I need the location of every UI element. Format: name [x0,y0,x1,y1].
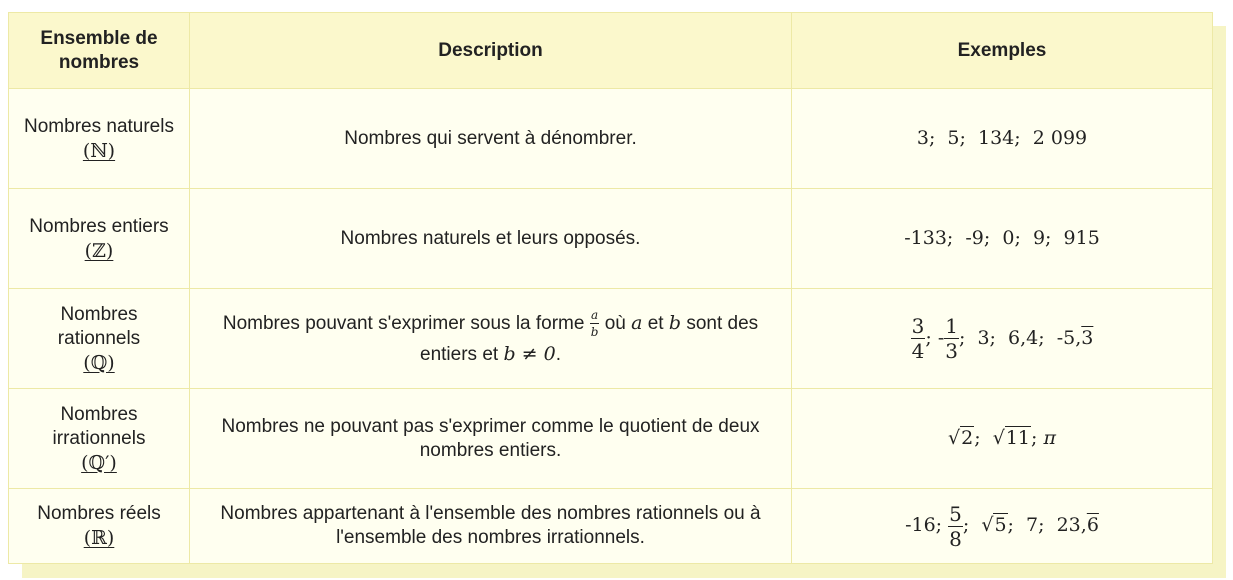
table-row [9,489,1213,564]
set-cell [9,489,190,564]
period: . [555,343,561,365]
examples-cell [792,189,1213,289]
description-text: Nombres pouvant s'exprimer sous la forme [222,312,585,334]
set-cell [9,389,190,489]
set-cell [9,289,190,389]
fraction-1-3: $\frac{1}{3}$ [945,314,958,363]
description-text: sont des entiers et [420,312,759,365]
header-description: Description [190,13,792,89]
description-text: où [604,312,626,334]
description-cell [190,189,792,289]
set-cell [9,89,190,189]
examples-cell [792,389,1213,489]
variable-b: b [668,311,682,334]
set-name: Nombres naturels [24,115,174,137]
set-symbol: (ℚ′) [81,451,117,474]
table-row [9,389,1213,489]
table-row [9,289,1213,389]
examples-math: -16; $\frac{5}{8}$ ; √5; 7; 23,6 [905,501,1099,551]
description-text: Nombres ne pouvant pas s'exprimer comme le quotient de deux nombres entiers. [221,415,760,461]
sqrt-icon: √ [981,514,994,536]
repeating-digit: 3 [1081,326,1094,349]
description-text: Nombres qui servent à dénombrer. [344,127,637,149]
sqrt-icon: √ [992,427,1005,449]
description-text: Nombres naturels et leurs opposés. [340,227,641,249]
description-cell [190,389,792,489]
set-name: Nombres rationnels [57,303,141,349]
description-text: Nombres appartenant à l'ensemble des nombres rationnels ou à l'ensemble des nombres irrationnels. [220,503,761,548]
set-name: Nombres entiers [29,215,169,237]
set-name: Nombres irrationnels [52,403,146,449]
examples-math: √2; √11; π [948,427,1056,449]
description-text: et [647,312,664,334]
set-name: Nombres réels [37,503,161,524]
table-header-row [9,13,1213,89]
fraction-3-4: $\frac{3}{4}$ [911,314,925,363]
examples-text: 3; 5; 134; 2 099 [916,127,1088,149]
set-symbol: (ℝ) [83,527,115,549]
sqrt-icon: √ [948,427,961,449]
fraction-5-8: $\frac{5}{8}$ [949,501,962,551]
repeating-digit: 6 [1086,514,1099,536]
variable-a: a [631,311,643,334]
number-sets-table [8,12,1213,564]
examples-cell [792,89,1213,189]
description-cell [190,489,792,564]
condition: b ≠ 0 [503,342,556,365]
set-symbol: (ℕ) [82,139,116,162]
table-row [9,189,1213,289]
examples-cell [792,289,1213,389]
description-cell [190,89,792,189]
fraction-a-over-b: $\frac{a}{b}$ [590,307,599,339]
header-examples: Exemples [792,13,1213,89]
set-symbol: (ℚ) [83,351,115,374]
header-set: Ensemble de nombres [9,13,190,89]
set-symbol: (ℤ) [84,239,114,262]
examples-math: $\frac{3}{4}$ ; - $\frac{1}{3}$ ; 3; 6,4; -5,3 [911,314,1094,363]
description-cell [190,289,792,389]
examples-cell [792,489,1213,564]
examples-text: -133; -9; 0; 9; 915 [904,227,1100,249]
set-cell [9,189,190,289]
table-row [9,89,1213,189]
